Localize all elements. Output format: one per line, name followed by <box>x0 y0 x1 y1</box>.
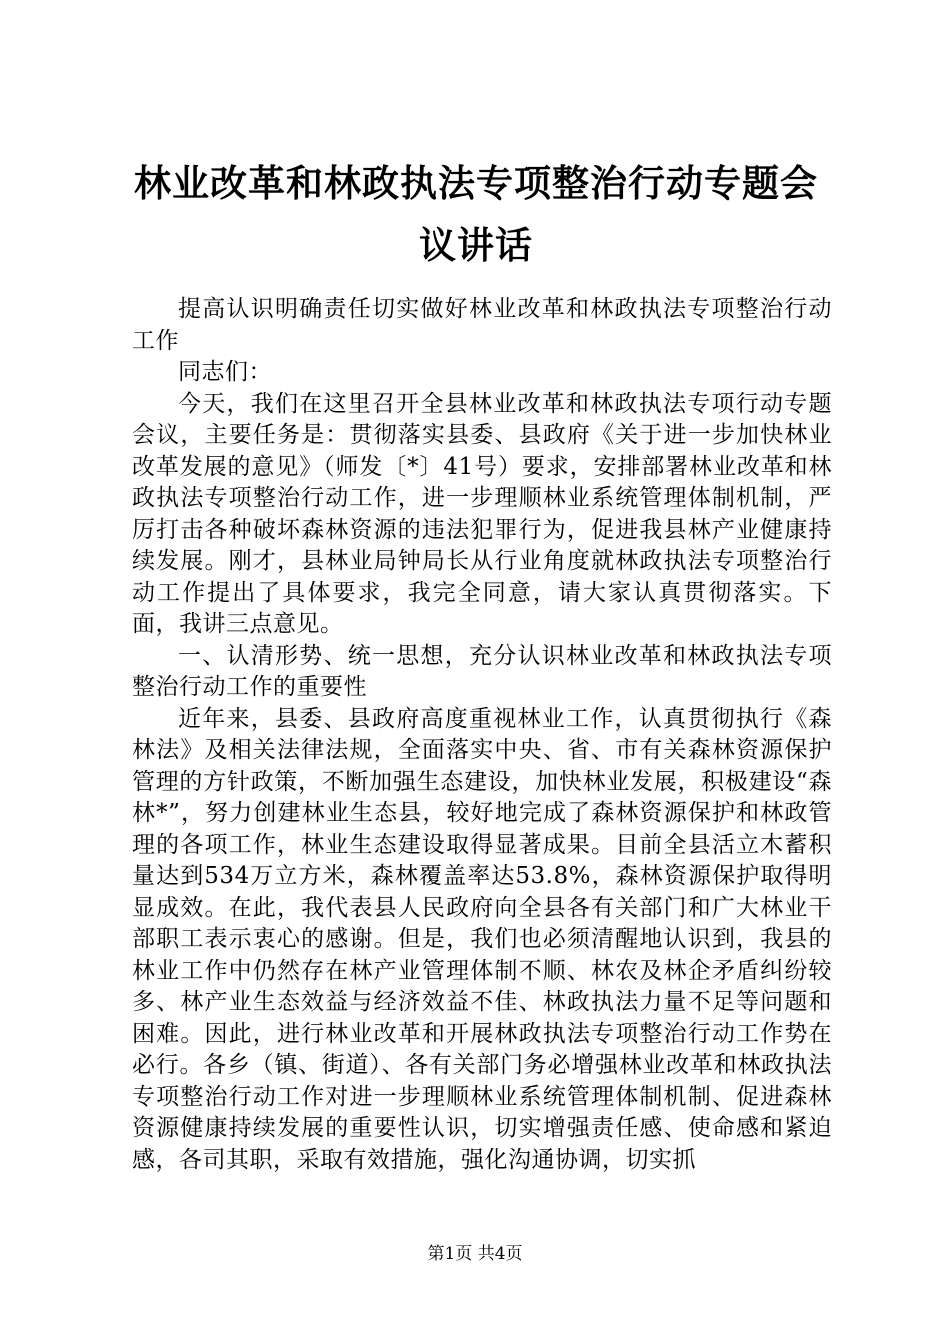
section-heading: 一、认清形势、统一思想，充分认识林业改革和林政执法专项整治行动工作的重要性 <box>132 642 832 700</box>
page-number-footer: 第1页 共4页 <box>427 1244 523 1264</box>
document-title: 林业改革和林政执法专项整治行动专题会议讲话 <box>134 161 818 267</box>
salutation-paragraph: 同志们： <box>178 359 272 385</box>
subtitle-paragraph: 提高认识明确责任切实做好林业改革和林政执法专项整治行动工作 <box>132 296 832 354</box>
body-paragraph: 今天，我们在这里召开全县林业改革和林政执法专项行动专题会议，主要任务是：贯彻落实县委、县政府《关于进一步加快林业改革发展的意见》（师发〔*〕41号）要求，安排部署林业改革和林政执法专项整治行动工作，进一步理顺林业系统管理体制机制，严厉打击各种破坏森林资源的违法犯罪行为，促进我县林产业健康持续发展。刚才，县林业局钟局长从行业角度就林政执法专项整治行动工作提出了具体要求，我完全同意，请大家认真贯彻落实。下面，我讲三点意见。 <box>132 390 832 637</box>
document-body <box>132 294 832 1176</box>
body-paragraph: 近年来，县委、县政府高度重视林业工作，认真贯彻执行《森林法》及相关法律法规，全面落实中央、省、市有关森林资源保护管理的方针政策，不断加强生态建设，加快林业发展，积极建设“森林*”，努力创建林业生态县，较好地完成了森林资源保护和林政管理的各项工作，林业生态建设取得显著成果。目前全县活立木蓄积量达到534万立方米，森林覆盖率达53.8%，森林资源保护取得明显成效。在此，我代表县人民政府向全县各有关部门和广大林业干部职工表示衷心的感谢。但是，我们也必须清醒地认识到，我县的林业工作中仍然存在林产业管理体制不顺、林农及林企矛盾纠纷较多、林产业生态效益与经济效益不佳、林政执法力量不足等问题和困难。因此，进行林业改革和开展林政执法专项整治行动工作势在必行。各乡（镇、街道）、各有关部门务必增强林业改革和林政执法专项整治行动工作对进一步理顺林业系统管理体制机制、促进森林资源健康持续发展的重要性认识，切实增强责任感、使命感和紧迫感，各司其职，采取有效措施，强化沟通协调，切实抓 <box>132 705 832 1173</box>
